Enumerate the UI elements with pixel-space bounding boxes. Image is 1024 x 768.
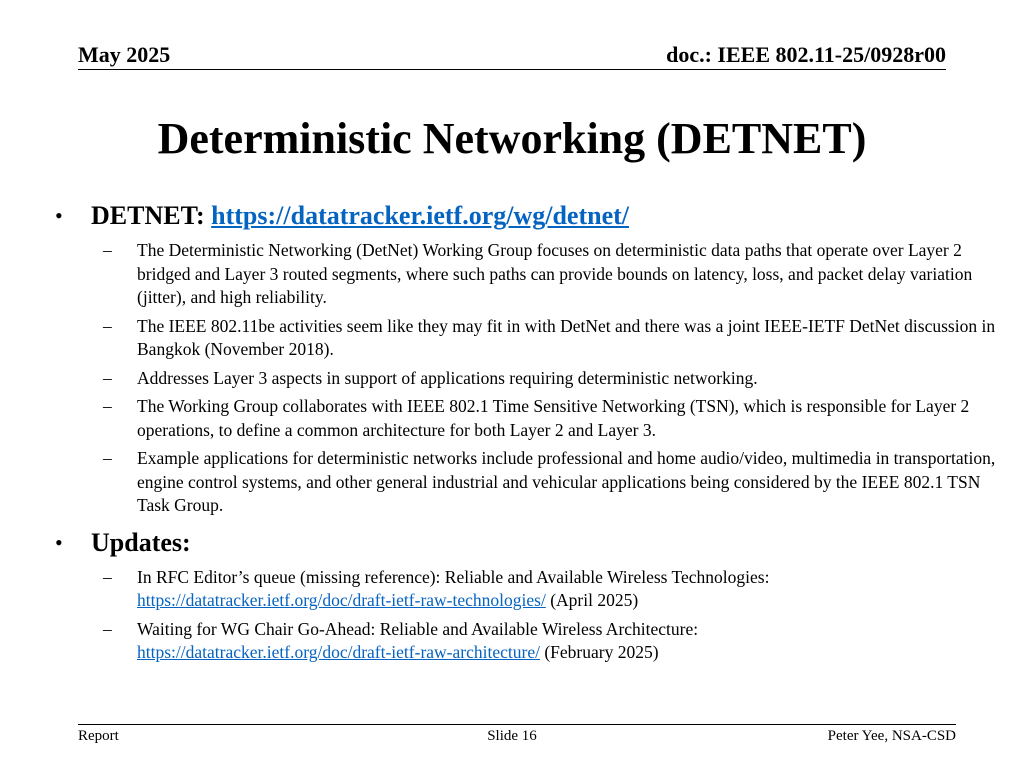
dash-marker: –	[103, 448, 112, 468]
list-item-text: Example applications for deterministic networks include professional and home audio/video, multimedia in transportation, engine control systems, and other general industrial and vehicular applications being considered by the IEEE 802.1 TSN Task Group.	[137, 448, 996, 515]
dash-marker: –	[103, 396, 112, 416]
raw-technologies-link[interactable]: https://datatracker.ietf.org/doc/draft-ietf-raw-technologies/	[137, 590, 546, 610]
list-item	[55, 239, 1000, 310]
list-item-text: Addresses Layer 3 aspects in support of applications requiring deterministic networking.	[137, 367, 758, 388]
dash-marker: –	[103, 240, 112, 260]
update-text: In RFC Editor’s queue (missing reference): Reliable and Available Wireless Technologies:	[137, 566, 770, 587]
list-item	[55, 447, 1000, 518]
list-item	[55, 367, 1000, 391]
update-date: (February 2025)	[544, 642, 659, 662]
updates-label: Updates:	[91, 527, 191, 557]
header-date: May 2025	[78, 42, 171, 67]
slide-number: Slide 16	[487, 728, 537, 744]
header-doc-id: doc.: IEEE 802.11-25/0928r00	[666, 42, 946, 67]
dash-marker: –	[103, 618, 112, 639]
update-date: (April 2025)	[550, 590, 639, 610]
bullet-detnet	[55, 196, 1000, 236]
list-item	[55, 618, 1000, 665]
list-item	[55, 315, 1000, 362]
list-item	[55, 566, 1000, 613]
slide-title: Deterministic Networking (DETNET)	[157, 114, 867, 163]
detnet-label: DETNET:	[91, 201, 205, 230]
list-item-text: The Deterministic Networking (DetNet) Working Group focuses on deterministic data paths that operate over Layer 2 bridged and Layer 3 routed segments, where such paths can provide bounds on latency, loss, and packet delay variation (jitter), and high reliability.	[137, 240, 973, 307]
dash-marker: –	[103, 566, 112, 587]
updates-subitems	[55, 566, 1000, 665]
dash-marker: –	[103, 367, 112, 388]
slide-body	[55, 196, 1000, 670]
footer-divider	[78, 724, 956, 725]
detnet-subitems	[55, 239, 1000, 518]
detnet-link[interactable]: https://datatracker.ietf.org/wg/detnet/	[211, 201, 630, 230]
bullet-updates	[55, 523, 1000, 563]
footer-author: Peter Yee, NSA-CSD	[827, 728, 956, 744]
list-item-text: The IEEE 802.11be activities seem like they may fit in with DetNet and there was a joint IEEE-IETF DetNet discussion in Bangkok (November 2018).	[137, 315, 996, 359]
update-text: Waiting for WG Chair Go-Ahead: Reliable and Available Wireless Architecture:	[137, 618, 699, 639]
raw-architecture-link[interactable]: https://datatracker.ietf.org/doc/draft-ietf-raw-architecture/	[137, 642, 540, 662]
bullet-marker: •	[55, 203, 63, 228]
dash-marker: –	[103, 315, 112, 336]
list-item-text: The Working Group collaborates with IEEE 802.1 Time Sensitive Networking (TSN), which is responsible for Layer 2 operations, to define a common architecture for both Layer 2 and Layer 3.	[137, 396, 970, 440]
footer-left: Report	[78, 728, 119, 744]
header-divider	[78, 69, 946, 70]
bullet-marker: •	[55, 529, 63, 555]
list-item	[55, 395, 1000, 442]
